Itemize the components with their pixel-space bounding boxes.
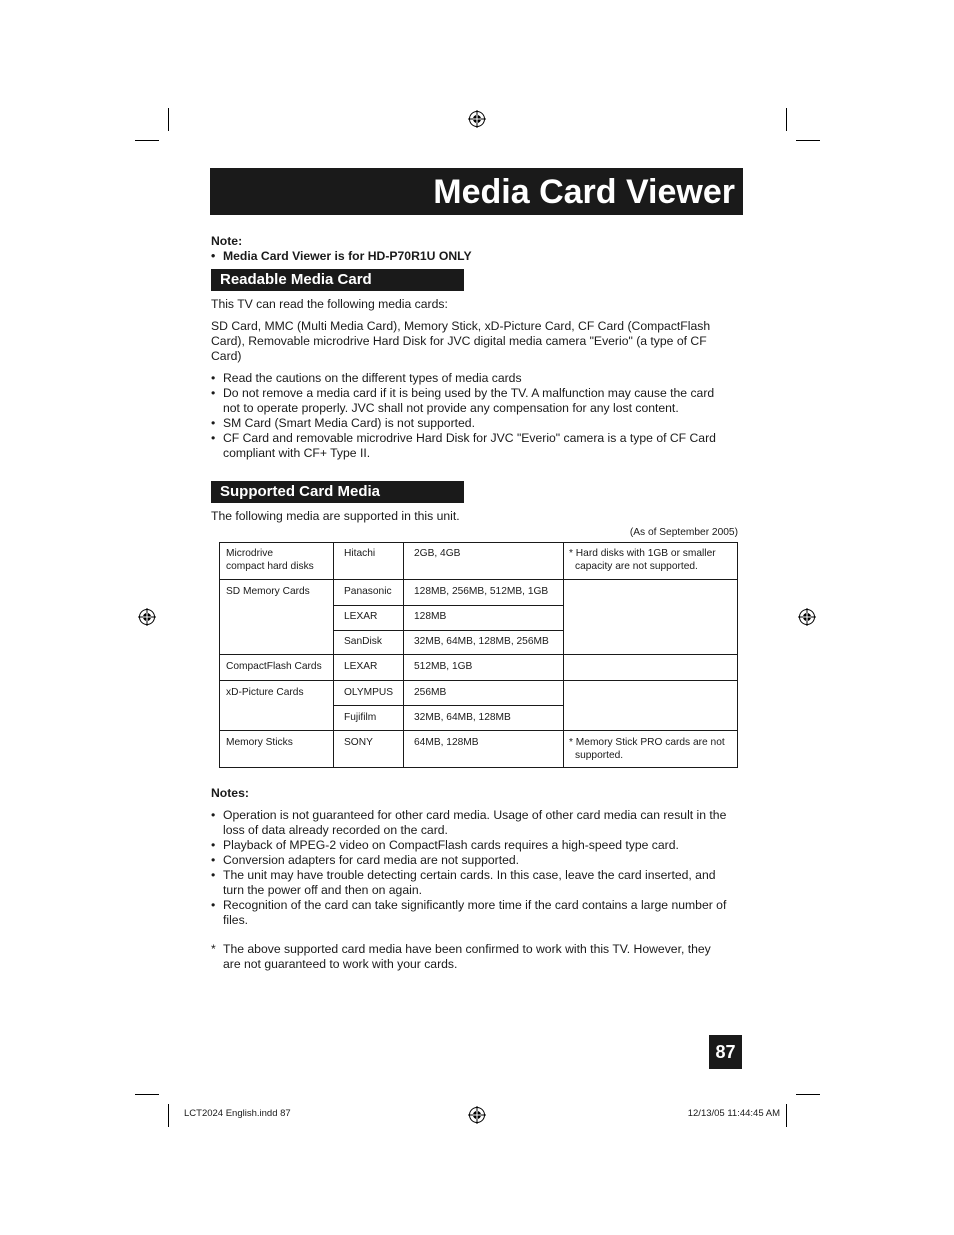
table-cell-media-type: Memory Sticks [226, 737, 293, 748]
readable-intro: This TV can read the following media cards: [211, 297, 448, 311]
table-cell-maker: Panasonic [344, 586, 392, 597]
list-item: • CF Card and removable microdrive Hard Disk for JVC "Everio" camera is a type of CF Card compliant with CF+ Type II. [211, 431, 716, 460]
readable-list-line: Card), Removable microdrive Hard Disk for JVC digital media camera "Everio" (a type of CF [211, 334, 707, 348]
table-cell-capacity: 256MB [414, 687, 447, 698]
table-cell-capacity: 32MB, 64MB, 128MB, 256MB [414, 636, 549, 647]
list-item: • Playback of MPEG-2 video on CompactFlash cards requires a high-speed type card. [211, 838, 679, 852]
note-list [211, 249, 611, 264]
crop-mark [796, 1094, 820, 1095]
list-item: * The above supported card media have been confirmed to work with this TV. However, they are not guaranteed to work with your cards. [211, 942, 711, 971]
table-cell-capacity: 128MB, 256MB, 512MB, 1GB [414, 586, 549, 597]
notes-label: Notes: [211, 786, 249, 800]
notes-list [211, 808, 741, 928]
table-cell-media-type: SD Memory Cards [226, 586, 310, 597]
table-cell-media-type: CompactFlash Cards [226, 661, 322, 672]
crop-mark [168, 108, 169, 131]
table-cell-capacity: 128MB [414, 611, 447, 622]
crop-mark [786, 1104, 787, 1127]
page-title: Media Card Viewer [433, 173, 735, 211]
supported-intro: The following media are supported in this unit. [211, 509, 460, 523]
table-cell-media-type: xD-Picture Cards [226, 687, 304, 698]
crop-mark [135, 1094, 159, 1095]
table-cell-maker: Fujifilm [344, 712, 377, 723]
list-item: • Media Card Viewer is for HD-P70R1U ONLY [211, 249, 472, 263]
page-number: 87 [709, 1035, 742, 1069]
table-cell-maker: OLYMPUS [344, 687, 394, 698]
as-of-date: (As of September 2005) [629, 527, 738, 538]
section-heading-supported: Supported Card Media [211, 481, 464, 503]
footer-file-info: LCT2024 English.indd 87 [184, 1108, 291, 1119]
list-item: • Recognition of the card can take significantly more time if the card contains a large number of files. [211, 898, 727, 927]
registration-mark-icon [468, 110, 486, 128]
list-item: • Operation is not guaranteed for other card media. Usage of other card media can result in the loss of data already recorded on the card. [211, 808, 727, 837]
supported-media-table [219, 542, 738, 768]
registration-mark-icon [468, 1106, 486, 1124]
list-item: • Conversion adapters for card media are not supported. [211, 853, 520, 867]
readable-cautions [211, 371, 741, 461]
disclaimer [211, 942, 741, 972]
note-label: Note: [211, 234, 243, 248]
registration-mark-icon [138, 608, 156, 626]
crop-mark [135, 140, 159, 141]
crop-mark [786, 108, 787, 131]
registration-mark-icon [798, 608, 816, 626]
readable-list-line: SD Card, MMC (Multi Media Card), Memory Stick, xD-Picture Card, CF Card (CompactFlash [211, 319, 711, 333]
readable-list-line: Card) [211, 349, 242, 363]
crop-mark [168, 1104, 169, 1127]
list-item: • Read the cautions on the different types of media cards [211, 371, 522, 385]
table-cell-capacity: 512MB, 1GB [414, 661, 473, 672]
list-item: • The unit may have trouble detecting certain cards. In this case, leave the card inserted, and turn the power off and then on again. [211, 868, 716, 897]
table-cell-maker: LEXAR [344, 611, 378, 622]
table-cell-capacity: 64MB, 128MB [414, 737, 479, 748]
footer-timestamp: 12/13/05 11:44:45 AM [687, 1108, 780, 1119]
table-cell-maker: SONY [344, 737, 373, 748]
list-item: • SM Card (Smart Media Card) is not supported. [211, 416, 475, 430]
list-item: • Do not remove a media card if it is being used by the TV. A malfunction may cause the card not to operate properly. JVC shall not provide any compensation for any lost content. [211, 386, 715, 415]
table-cell-maker: Hitachi [344, 548, 376, 559]
table-cell-capacity: 2GB, 4GB [414, 548, 461, 559]
title-banner [210, 168, 743, 215]
table-cell-maker: SanDisk [344, 636, 382, 647]
table-cell-capacity: 32MB, 64MB, 128MB [414, 712, 511, 723]
table-cell-remark: * Memory Stick PRO cards are not supported. [569, 737, 725, 761]
crop-mark [796, 140, 820, 141]
table-cell-media-type: Microdrive compact hard disks [226, 548, 314, 572]
table-cell-maker: LEXAR [344, 661, 378, 672]
section-heading-readable: Readable Media Card [211, 269, 464, 291]
table-cell-remark: * Hard disks with 1GB or smaller capacity are not supported. [569, 548, 716, 572]
